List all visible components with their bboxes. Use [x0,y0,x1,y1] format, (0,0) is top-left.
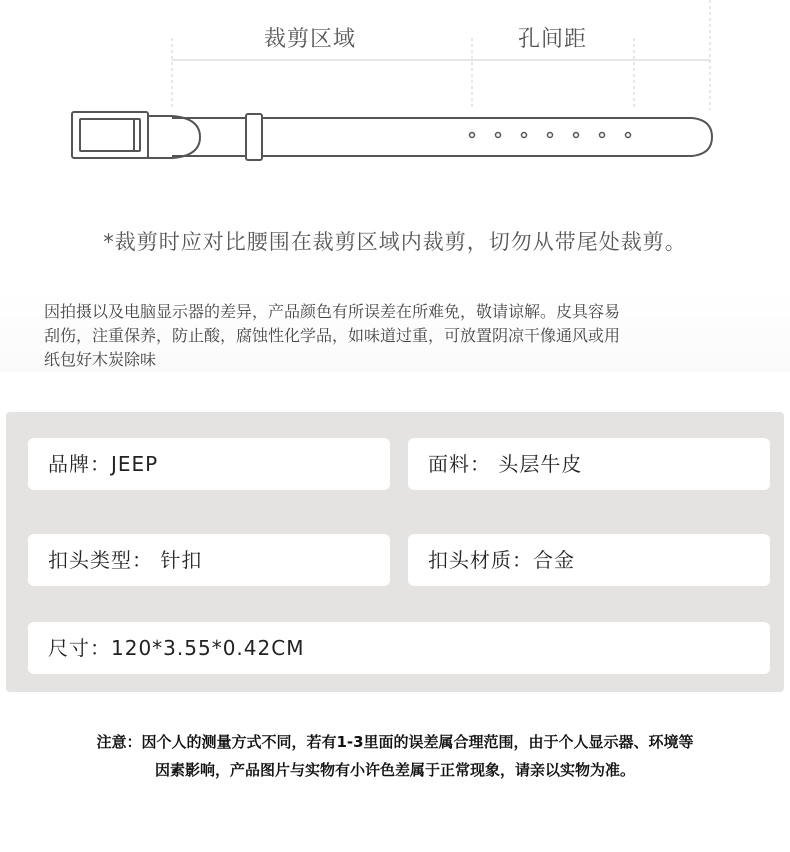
color-disclaimer [44,300,744,372]
disclaimer-line: 纸包好木炭除味 [44,350,157,369]
spec-size: 尺寸：120*3.55*0.42CM [28,622,770,674]
guide-lines [172,0,710,110]
belt-keeper [246,114,262,160]
spec-material: 面料： 头层牛皮 [408,438,770,490]
footer-line: 注意：因个人的测量方式不同，若有1-3里面的误差属合理范围，由于个人显示器、环境等 [96,733,694,751]
spec-buckle-type: 扣头类型： 针扣 [28,534,390,586]
footer-note [0,728,790,784]
belt-diagram [0,0,790,200]
cut-zone-label: 裁剪区域 [264,27,357,52]
hole-spacing-label: 孔间距 [518,27,588,52]
belt-holes [470,133,631,138]
spec-buckle-material: 扣头材质：合金 [408,534,770,586]
belt-diagram-area [0,0,790,372]
disclaimer-line: 刮伤，注重保养，防止酸，腐蚀性化学品，如味道过重，可放置阴凉干像通风或用 [44,326,621,345]
footer-line: 因素影响，产品图片与实物有小许色差属于正常现象，请亲以实物为准。 [154,761,635,779]
spec-brand: 品牌：JEEP [28,438,390,490]
cut-instruction: *裁剪时应对比腰围在裁剪区域内裁剪，切勿从带尾处裁剪。 [103,230,687,254]
buckle-icon [72,112,148,158]
spec-panel [6,412,784,692]
disclaimer-line: 因拍摄以及电脑显示器的差异，产品颜色有所误差在所难免，敬请谅解。皮具容易 [44,302,621,321]
